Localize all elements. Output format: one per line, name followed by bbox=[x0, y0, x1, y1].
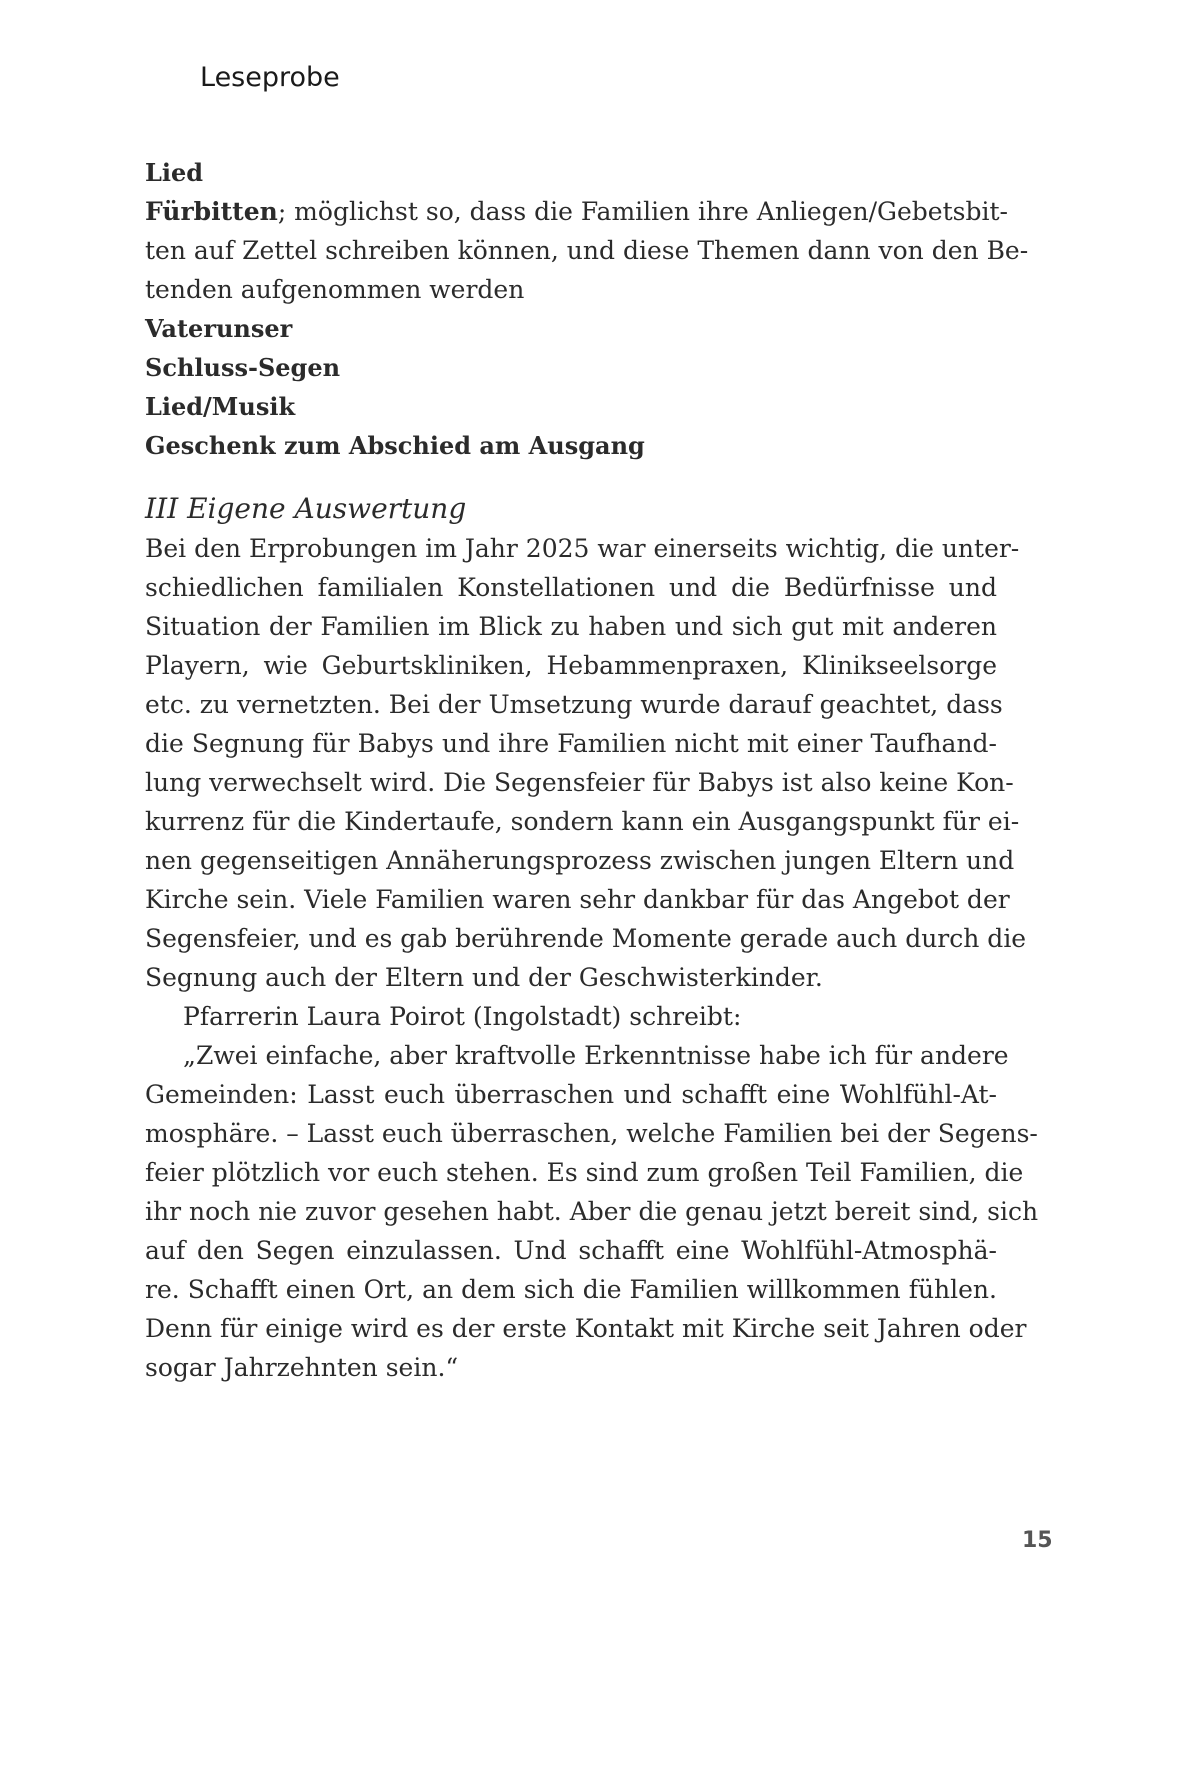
section-heading: III Eigene Auswertung bbox=[145, 492, 467, 525]
agenda-item-lied: Lied bbox=[145, 158, 204, 187]
quote-line: „Zwei einfache, aber kraftvolle Erkenntnisse habe ich für andere bbox=[183, 1041, 1009, 1070]
agenda-item-lied-musik: Lied/Musik bbox=[145, 392, 296, 421]
agenda-item-fuerbitten bbox=[145, 192, 1008, 231]
page-number: 15 bbox=[1022, 1528, 1053, 1553]
paragraph-line: Kirche sein. Viele Familien waren sehr dankbar für das Angebot der bbox=[145, 885, 1010, 914]
quote-line: auf den Segen einzulassen. Und schafft eine Wohlfühl-Atmosphä- bbox=[145, 1236, 997, 1265]
quote-line: mosphäre. – Lasst euch überraschen, welche Familien bei der Segens- bbox=[145, 1119, 1038, 1148]
agenda-item-schluss-segen: Schluss-Segen bbox=[145, 353, 341, 382]
paragraph-line: Situation der Familien im Blick zu haben und sich gut mit anderen bbox=[145, 612, 997, 641]
page-body bbox=[145, 153, 1039, 1387]
quote-line: re. Schafft einen Ort, an dem sich die Familien willkommen fühlen. bbox=[145, 1275, 997, 1304]
quote-block bbox=[145, 1036, 1039, 1387]
paragraph-line: kurrenz für die Kindertaufe, sondern kann ein Ausgangspunkt für ei- bbox=[145, 807, 1020, 836]
fuerbitten-label: Fürbitten bbox=[145, 197, 278, 226]
fuerbitten-text-1: ; möglichst so, dass die Familien ihre Anliegen/Gebetsbit- bbox=[277, 197, 1008, 226]
paragraph-line: lung verwechselt wird. Die Segensfeier für Babys ist also keine Kon- bbox=[145, 768, 1014, 797]
paragraph-evaluation bbox=[145, 529, 1027, 997]
agenda-item-vaterunser: Vaterunser bbox=[145, 314, 293, 343]
fuerbitten-text-2: ten auf Zettel schreiben können, und diese Themen dann von den Be- bbox=[145, 236, 1029, 265]
paragraph-line: Bei den Erprobungen im Jahr 2025 war einerseits wichtig, die unter- bbox=[145, 534, 1020, 563]
quote-line: sogar Jahrzehnten sein.“ bbox=[145, 1353, 459, 1382]
leseprobe-label: Leseprobe bbox=[200, 62, 340, 93]
quote-line: feier plötzlich vor euch stehen. Es sind zum großen Teil Familien, die bbox=[145, 1158, 1024, 1187]
paragraph-line: schiedlichen familialen Konstellationen und die Bedürfnisse und bbox=[145, 573, 997, 602]
quote-line: Gemeinden: Lasst euch überraschen und schafft eine Wohlfühl-At- bbox=[145, 1080, 997, 1109]
fuerbitten-text-3: tenden aufgenommen werden bbox=[145, 275, 525, 304]
paragraph-line: Segensfeier, und es gab berührende Momente gerade auch durch die bbox=[145, 924, 1027, 953]
quote-line: ihr noch nie zuvor gesehen habt. Aber die genau jetzt bereit sind, sich bbox=[145, 1197, 1039, 1226]
quote-line: Denn für einige wird es der erste Kontakt mit Kirche seit Jahren oder bbox=[145, 1314, 1027, 1343]
paragraph-line: die Segnung für Babys und ihre Familien nicht mit einer Taufhand- bbox=[145, 729, 997, 758]
paragraph-line: Segnung auch der Eltern und der Geschwisterkinder. bbox=[145, 963, 823, 992]
paragraph-line: Playern, wie Geburtskliniken, Hebammenpraxen, Klinikseelsorge bbox=[145, 651, 997, 680]
paragraph-line: nen gegenseitigen Annäherungsprozess zwischen jungen Eltern und bbox=[145, 846, 1015, 875]
paragraph-line: etc. zu vernetzten. Bei der Umsetzung wurde darauf geachtet, dass bbox=[145, 690, 1003, 719]
agenda-item-geschenk: Geschenk zum Abschied am Ausgang bbox=[145, 431, 645, 460]
paragraph-author-intro: Pfarrerin Laura Poirot (Ingolstadt) schreibt: bbox=[183, 1002, 742, 1031]
